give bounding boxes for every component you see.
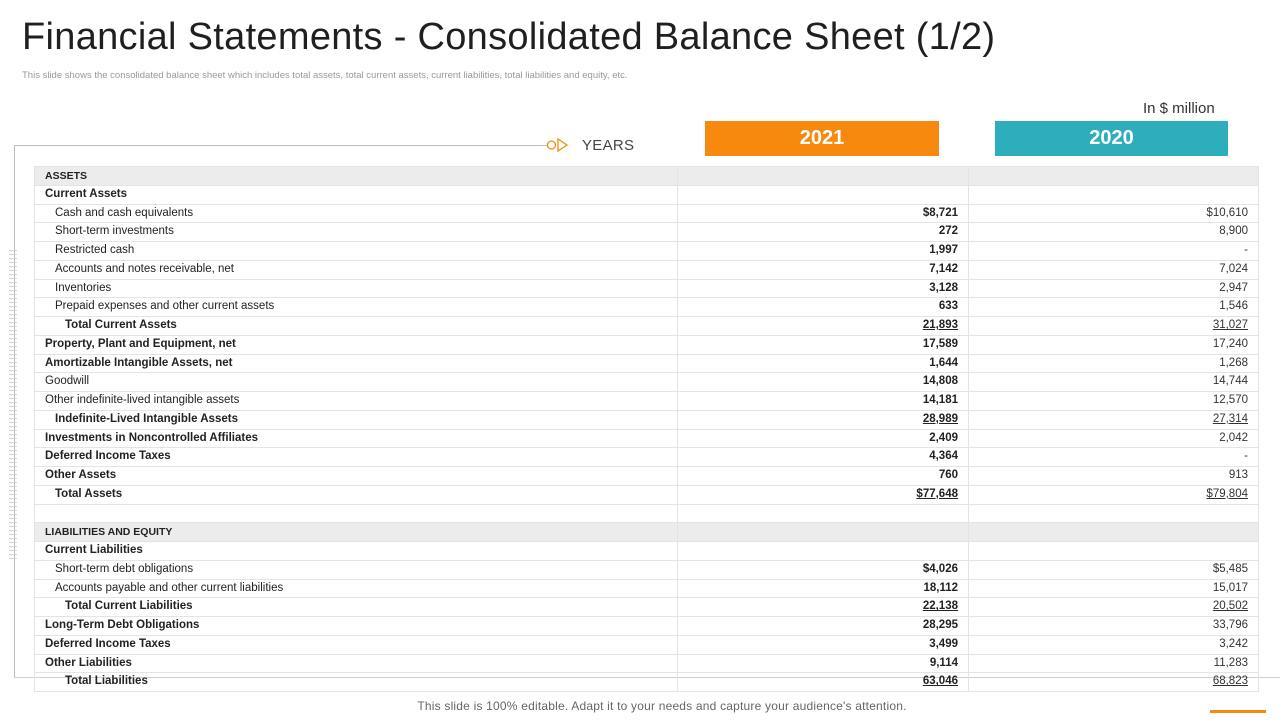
value-2021: 28,989 (678, 410, 969, 429)
row-label: Deferred Income Taxes (35, 635, 678, 654)
row-label: Deferred Income Taxes (35, 448, 678, 467)
value-2020: - (969, 448, 1259, 467)
value-2021: 17,589 (678, 335, 969, 354)
unit-label: In $ million (1143, 100, 1215, 117)
value-2020: 1,546 (969, 298, 1259, 317)
year-2021-header: 2021 (705, 121, 939, 156)
value-2021: 2,409 (678, 429, 969, 448)
value-2020: 12,570 (969, 392, 1259, 411)
value-2021: 7,142 (678, 260, 969, 279)
frame-top-line (14, 145, 548, 146)
value-2020: 14,744 (969, 373, 1259, 392)
table-row (35, 673, 1259, 692)
value-2020: 2,042 (969, 429, 1259, 448)
row-label (35, 504, 678, 523)
table-row (35, 598, 1259, 617)
table-row (35, 260, 1259, 279)
value-2021 (678, 185, 969, 204)
value-2021: 28,295 (678, 617, 969, 636)
row-label: ASSETS (35, 167, 678, 186)
row-label: Inventories (35, 279, 678, 298)
table-row (35, 354, 1259, 373)
value-2021: $4,026 (678, 560, 969, 579)
value-2020: 3,242 (969, 635, 1259, 654)
table-row (35, 242, 1259, 261)
value-2021 (678, 167, 969, 186)
value-2021: 63,046 (678, 673, 969, 692)
slide-title: Financial Statements - Consolidated Balance Sheet (1/2) (22, 16, 996, 58)
table-row (35, 204, 1259, 223)
value-2020: 913 (969, 467, 1259, 486)
value-2021: 760 (678, 467, 969, 486)
value-2020 (969, 504, 1259, 523)
row-label: Long-Term Debt Obligations (35, 617, 678, 636)
value-2021: 3,499 (678, 635, 969, 654)
slide-subtitle: This slide shows the consolidated balance sheet which includes total assets, total current assets, current liabilities, total liabilities and equity, etc. (22, 70, 628, 81)
row-label: Total Current Liabilities (35, 598, 678, 617)
row-label: Total Current Assets (35, 317, 678, 336)
value-2020: 68,823 (969, 673, 1259, 692)
value-2021: 4,364 (678, 448, 969, 467)
table-row (35, 504, 1259, 523)
value-2021: 14,808 (678, 373, 969, 392)
footer-note: This slide is 100% editable. Adapt it to your needs and capture your audience's attention. (417, 699, 907, 713)
value-2020: - (969, 242, 1259, 261)
value-2021: 3,128 (678, 279, 969, 298)
value-2021: $77,648 (678, 485, 969, 504)
row-label: LIABILITIES AND EQUITY (35, 523, 678, 542)
value-2021 (678, 504, 969, 523)
table-row (35, 279, 1259, 298)
side-decoration (9, 250, 17, 560)
row-label: Current Assets (35, 185, 678, 204)
value-2020: 20,502 (969, 598, 1259, 617)
value-2020: 11,283 (969, 654, 1259, 673)
value-2021: 9,114 (678, 654, 969, 673)
section-header-row (35, 523, 1259, 542)
row-label: Total Liabilities (35, 673, 678, 692)
value-2021: 22,138 (678, 598, 969, 617)
table-row (35, 317, 1259, 336)
value-2020 (969, 523, 1259, 542)
row-label: Other indefinite-lived intangible assets (35, 392, 678, 411)
table-row (35, 542, 1259, 561)
value-2020: 7,024 (969, 260, 1259, 279)
row-label: Property, Plant and Equipment, net (35, 335, 678, 354)
row-label: Cash and cash equivalents (35, 204, 678, 223)
table-row (35, 579, 1259, 598)
value-2021: 14,181 (678, 392, 969, 411)
footer-accent-line (1210, 710, 1266, 713)
value-2020: 1,268 (969, 354, 1259, 373)
value-2021 (678, 523, 969, 542)
table-row (35, 223, 1259, 242)
value-2021 (678, 542, 969, 561)
value-2020: 17,240 (969, 335, 1259, 354)
value-2020: 2,947 (969, 279, 1259, 298)
value-2020: 31,027 (969, 317, 1259, 336)
table-row (35, 635, 1259, 654)
table-row (35, 467, 1259, 486)
years-arrow-icon (546, 137, 572, 153)
value-2021: 1,997 (678, 242, 969, 261)
value-2020 (969, 542, 1259, 561)
value-2020: 15,017 (969, 579, 1259, 598)
value-2020: $10,610 (969, 204, 1259, 223)
table-row (35, 298, 1259, 317)
table-row (35, 560, 1259, 579)
table-row (35, 373, 1259, 392)
value-2020: $79,804 (969, 485, 1259, 504)
value-2021: 633 (678, 298, 969, 317)
value-2021: 18,112 (678, 579, 969, 598)
value-2021: $8,721 (678, 204, 969, 223)
section-header-row (35, 167, 1259, 186)
row-label: Indefinite-Lived Intangible Assets (35, 410, 678, 429)
table-row (35, 654, 1259, 673)
value-2020: $5,485 (969, 560, 1259, 579)
value-2020 (969, 185, 1259, 204)
table-row (35, 617, 1259, 636)
value-2021: 1,644 (678, 354, 969, 373)
row-label: Short-term debt obligations (35, 560, 678, 579)
value-2020 (969, 167, 1259, 186)
row-label: Total Assets (35, 485, 678, 504)
row-label: Accounts payable and other current liabilities (35, 579, 678, 598)
row-label: Investments in Noncontrolled Affiliates (35, 429, 678, 448)
value-2021: 21,893 (678, 317, 969, 336)
table-row (35, 185, 1259, 204)
value-2020: 8,900 (969, 223, 1259, 242)
row-label: Prepaid expenses and other current assets (35, 298, 678, 317)
row-label: Accounts and notes receivable, net (35, 260, 678, 279)
row-label: Current Liabilities (35, 542, 678, 561)
value-2020: 27,314 (969, 410, 1259, 429)
row-label: Amortizable Intangible Assets, net (35, 354, 678, 373)
table-row (35, 485, 1259, 504)
balance-sheet-table (34, 166, 1259, 692)
table-row (35, 448, 1259, 467)
row-label: Goodwill (35, 373, 678, 392)
row-label: Restricted cash (35, 242, 678, 261)
value-2020: 33,796 (969, 617, 1259, 636)
years-label: YEARS (582, 137, 635, 154)
row-label: Other Liabilities (35, 654, 678, 673)
table-row (35, 335, 1259, 354)
table-row (35, 392, 1259, 411)
year-2020-header: 2020 (995, 121, 1228, 156)
value-2021: 272 (678, 223, 969, 242)
table-row (35, 429, 1259, 448)
row-label: Other Assets (35, 467, 678, 486)
row-label: Short-term investments (35, 223, 678, 242)
table-row (35, 410, 1259, 429)
